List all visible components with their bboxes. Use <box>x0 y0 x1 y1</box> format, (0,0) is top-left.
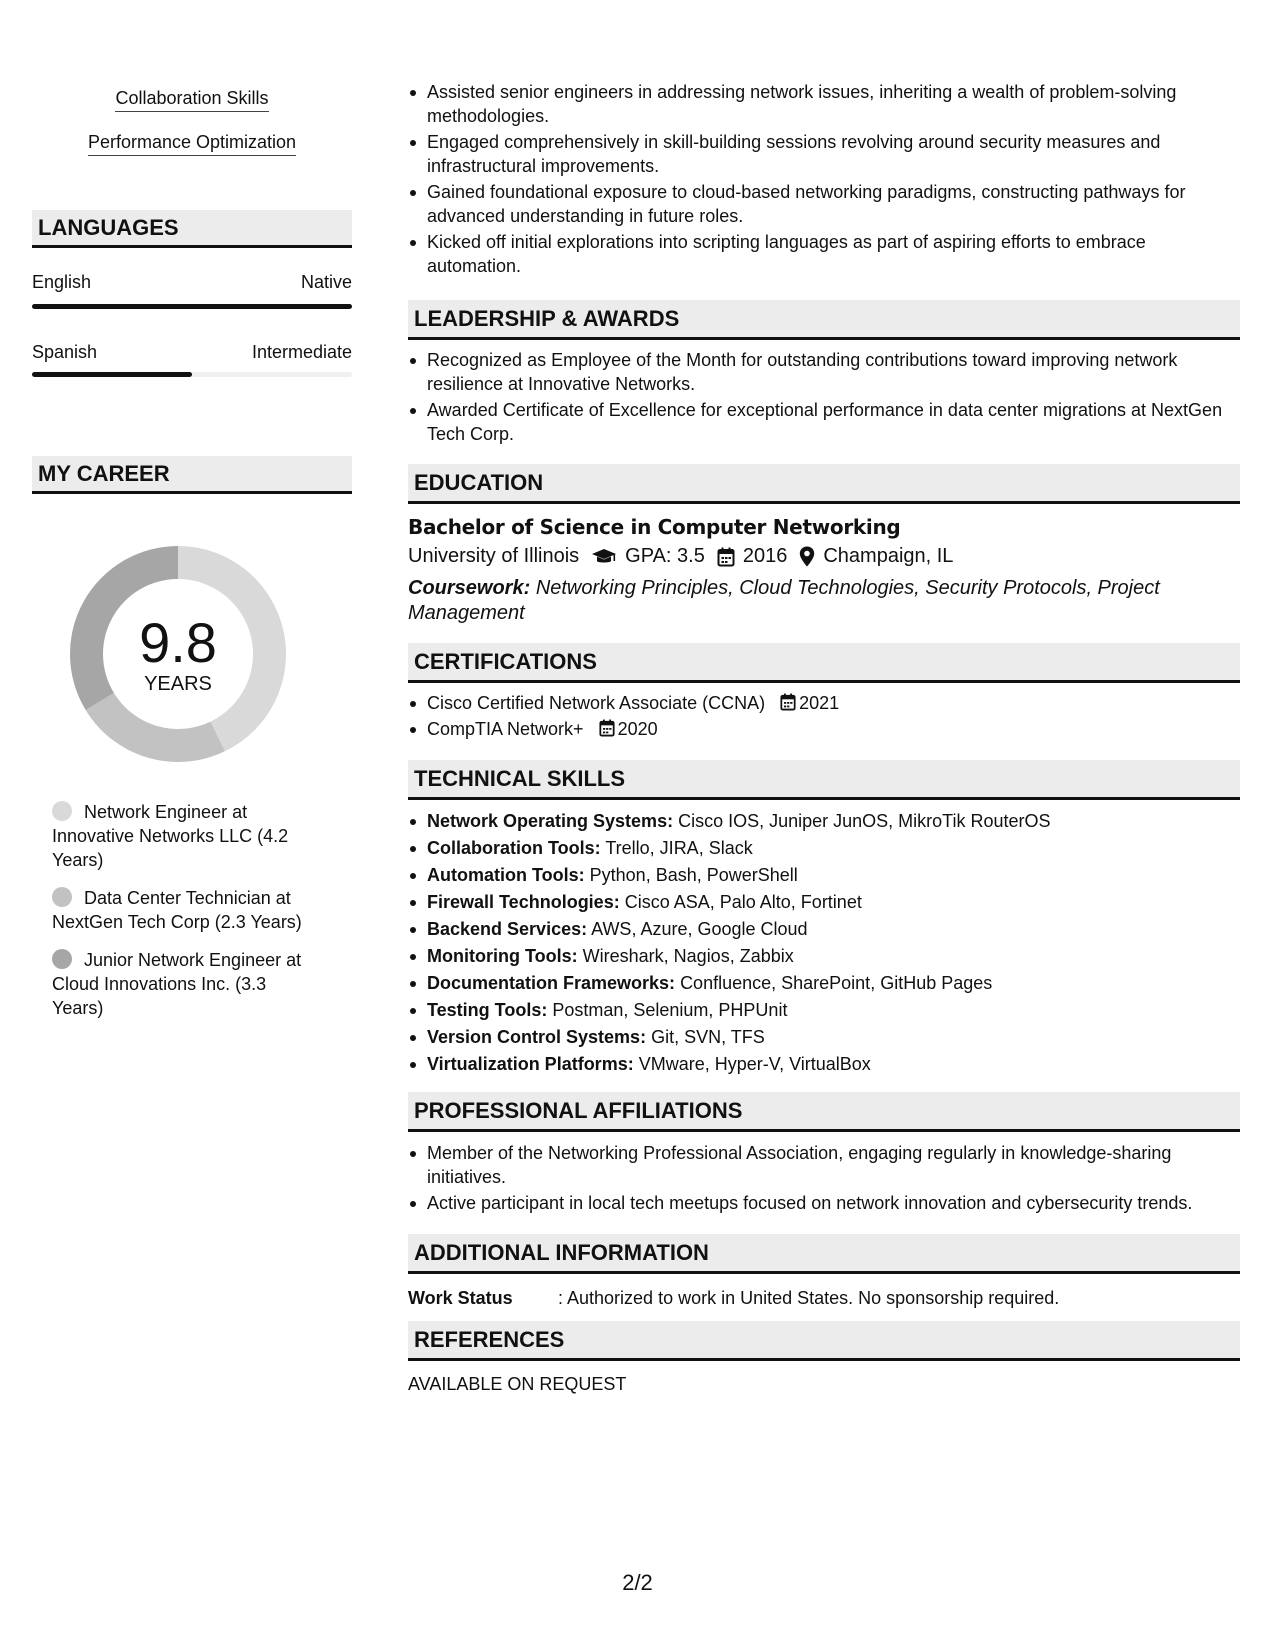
calendar-icon <box>780 693 796 711</box>
career-legend-item <box>52 886 322 934</box>
technical-skill-item <box>408 836 1240 860</box>
skill-values: Trello, JIRA, Slack <box>605 838 753 858</box>
skill-category: Firewall Technologies: <box>427 892 620 912</box>
location-pin-icon <box>799 546 815 567</box>
experience-bullet: Engaged comprehensively in skill-building sessions revolving around security measures and infrastructural improvements. <box>408 130 1240 178</box>
skill-values: VMware, Hyper-V, VirtualBox <box>638 1054 871 1074</box>
skill-values: AWS, Azure, Google Cloud <box>591 919 808 939</box>
experience-bullet: Gained foundational exposure to cloud-based networking paradigms, constructing pathways for advanced understanding in future roles. <box>408 180 1240 228</box>
skill-tag-label: Performance Optimization <box>88 132 296 156</box>
career-legend-label: Junior Network Engineer at Cloud Innovations Inc. (3.3 Years) <box>52 950 302 1018</box>
education-heading: EDUCATION <box>408 464 1240 504</box>
technical-skill-item <box>408 998 1240 1022</box>
language-proficiency-fill <box>32 304 352 309</box>
education-coursework <box>408 576 1228 626</box>
legend-dot <box>52 949 72 969</box>
legend-dot <box>52 801 72 821</box>
additional-info-heading: ADDITIONAL INFORMATION <box>408 1234 1240 1274</box>
skill-values: Cisco IOS, Juniper JunOS, MikroTik RouterOS <box>678 811 1051 831</box>
work-status-row <box>408 1288 1059 1309</box>
education-year: 2016 <box>742 545 788 567</box>
skill-values: Git, SVN, TFS <box>651 1027 765 1047</box>
technical-skill-item <box>408 971 1240 995</box>
certification-year: 2021 <box>799 693 840 713</box>
skill-category: Testing Tools: <box>427 1000 548 1020</box>
leadership-item: Awarded Certificate of Excellence for exceptional performance in data center migrations at NextGen Tech Corp. <box>408 398 1240 446</box>
career-legend-item <box>52 948 322 1020</box>
coursework-value: Networking Principles, Cloud Technologies, Security Protocols, Project Management <box>408 577 1160 624</box>
language-proficiency-bar <box>32 304 352 309</box>
skill-values: Python, Bash, PowerShell <box>589 865 798 885</box>
certification-name: CompTIA Network+ <box>427 719 584 739</box>
calendar-icon <box>717 547 735 567</box>
technical-skills-list <box>408 809 1240 1079</box>
skill-tag <box>32 88 352 112</box>
certifications-heading: CERTIFICATIONS <box>408 643 1240 683</box>
affiliations-heading: PROFESSIONAL AFFILIATIONS <box>408 1092 1240 1132</box>
language-level: Native <box>300 272 352 292</box>
career-heading: MY CAREER <box>32 456 352 494</box>
language-level: Intermediate <box>251 342 352 362</box>
career-total <box>66 542 290 766</box>
skill-category: Documentation Frameworks: <box>427 973 676 993</box>
skill-category: Version Control Systems: <box>427 1027 647 1047</box>
career-legend-item <box>52 800 322 872</box>
career-legend-label: Data Center Technician at NextGen Tech Corp (2.3 Years) <box>52 888 302 932</box>
experience-bullet-list <box>408 80 1240 280</box>
affiliation-item: Active participant in local tech meetups focused on network innovation and cybersecurity trends. <box>408 1191 1240 1215</box>
career-legend-label: Network Engineer at Innovative Networks LLC (4.2 Years) <box>52 802 289 870</box>
experience-bullet: Assisted senior engineers in addressing network issues, inheriting a wealth of problem-solving methodologies. <box>408 80 1240 128</box>
technical-skill-item <box>408 917 1240 941</box>
affiliations-list <box>408 1141 1240 1217</box>
technical-skill-item <box>408 890 1240 914</box>
skill-category: Virtualization Platforms: <box>427 1054 634 1074</box>
calendar-icon <box>599 719 615 737</box>
technical-skill-item <box>408 809 1240 833</box>
page-number: 2/2 <box>622 1570 653 1595</box>
education-degree: Bachelor of Science in Computer Networking <box>408 515 901 539</box>
certifications-list <box>408 691 1240 743</box>
certification-name: Cisco Certified Network Associate (CCNA) <box>427 693 766 713</box>
education-school: University of Illinois <box>408 545 580 567</box>
leadership-list <box>408 348 1240 448</box>
language-proficiency-fill <box>32 372 192 377</box>
language-row <box>32 272 352 293</box>
skill-category: Monitoring Tools: <box>427 946 578 966</box>
leadership-item: Recognized as Employee of the Month for outstanding contributions toward improving network resilience at Innovative Networks. <box>408 348 1240 396</box>
certification-year: 2020 <box>617 719 658 739</box>
skill-category: Collaboration Tools: <box>427 838 601 858</box>
leadership-heading: LEADERSHIP & AWARDS <box>408 300 1240 340</box>
graduation-cap-icon <box>591 548 617 566</box>
skill-category: Automation Tools: <box>427 865 585 885</box>
certification-item <box>408 691 1240 715</box>
language-name: Spanish <box>32 342 98 362</box>
skill-category: Backend Services: <box>427 919 588 939</box>
skill-values: Wireshark, Nagios, Zabbix <box>582 946 794 966</box>
language-row <box>32 342 352 363</box>
work-status-value: : Authorized to work in United States. No sponsorship required. <box>558 1288 1060 1308</box>
certification-item <box>408 717 1240 741</box>
coursework-label: Coursework: <box>408 577 531 599</box>
skill-tag-label: Collaboration Skills <box>115 88 268 112</box>
skill-category: Network Operating Systems: <box>427 811 674 831</box>
skill-values: Cisco ASA, Palo Alto, Fortinet <box>624 892 862 912</box>
legend-dot <box>52 887 72 907</box>
references-text: AVAILABLE ON REQUEST <box>408 1374 627 1394</box>
experience-bullet: Kicked off initial explorations into scripting languages as part of aspiring efforts to embrace automation. <box>408 230 1240 278</box>
work-status-label: Work Status <box>408 1288 513 1308</box>
technical-skill-item <box>408 863 1240 887</box>
education-gpa: GPA: 3.5 <box>625 545 705 567</box>
languages-heading: LANGUAGES <box>32 210 352 248</box>
language-name: English <box>32 272 92 292</box>
affiliation-item: Member of the Networking Professional Association, engaging regularly in knowledge-sharing initiatives. <box>408 1141 1240 1189</box>
education-details <box>408 545 953 568</box>
language-proficiency-bar <box>32 372 352 377</box>
skill-values: Confluence, SharePoint, GitHub Pages <box>680 973 993 993</box>
references-heading: REFERENCES <box>408 1321 1240 1361</box>
technical-skill-item <box>408 944 1240 968</box>
skill-values: Postman, Selenium, PHPUnit <box>552 1000 788 1020</box>
technical-skill-item <box>408 1025 1240 1049</box>
technical-skills-heading: TECHNICAL SKILLS <box>408 760 1240 800</box>
career-total-value: 9.8 <box>139 610 217 674</box>
technical-skill-item <box>408 1052 1240 1076</box>
education-location: Champaign, IL <box>823 545 954 567</box>
career-total-unit: YEARS <box>144 672 212 695</box>
skill-tag <box>32 132 352 156</box>
